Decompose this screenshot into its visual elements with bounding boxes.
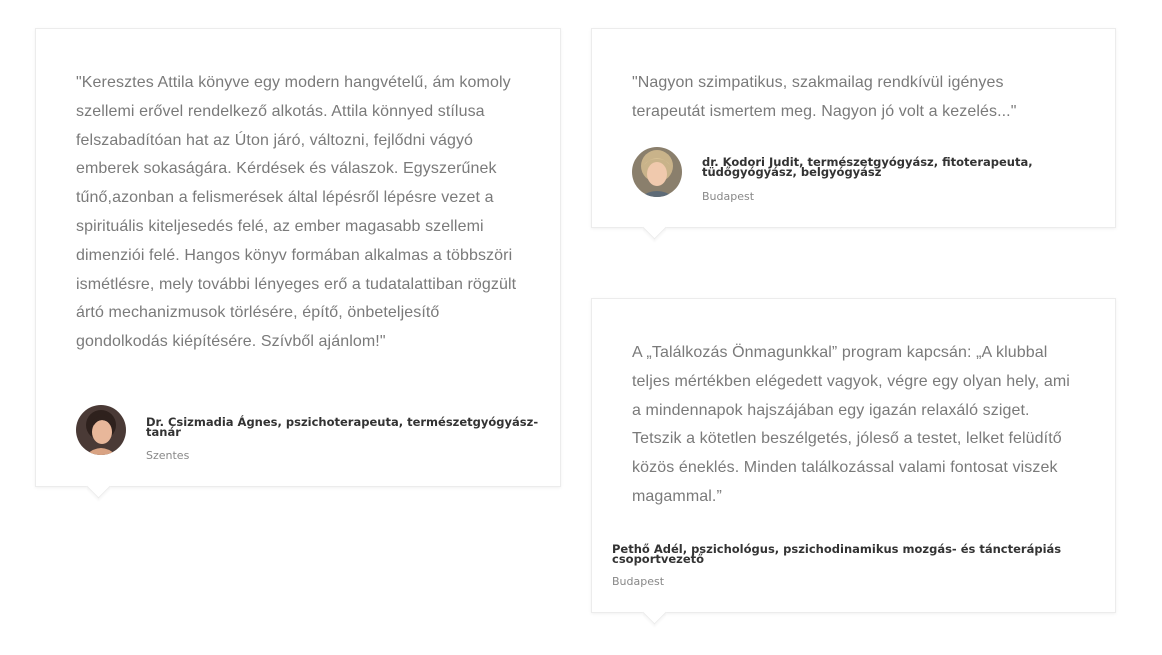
avatar	[632, 147, 682, 197]
author-name: Pethő Adél, pszichológus, pszichodinamikus mozgás- és táncterápiás csoportvezető	[612, 542, 1062, 566]
testimonial-card-2	[591, 28, 1116, 228]
avatar	[76, 405, 126, 455]
testimonial-quote: "Nagyon szimpatikus, szakmailag rendkívül igényes terapeutát ismertem meg. Nagyon jó volt a kezelés..."	[632, 74, 1017, 120]
testimonial-quote: A „Találkozás Önmagunkkal” program kapcsán: „A klubbal teljes mértékben elégedett vagyok, végre egy olyan hely, ami a mindennapok hajszájában egy igazán relaxáló sziget. Tetszik a kötetlen beszélgetés, jóleső a testet, lelket felüdítő közös éneklés. Minden találkozással valami fontosat viszek magammal.”	[632, 344, 1070, 505]
testimonial-card-1	[35, 28, 561, 487]
author-city: Budapest	[612, 575, 665, 588]
testimonial-card-3	[591, 298, 1116, 613]
author-city: Szentes	[146, 449, 190, 462]
testimonial-quote: "Keresztes Attila könyve egy modern hangvételű, ám komoly szellemi erővel rendelkező alkotás. Attila könnyed stílusa felszabadítóan hat az Úton járó, változni, fejlődni vágyó emberek sokaságára. Kérdések és válaszok. Egyszerűnek tűnő,azonban a felismerések által lépésről lépésre vezet a spirituális kiteljesedés felé, az ember magasabb szellemi dimenziói felé. Hangos könyv formában alkalmas a többszöri ismétlésre, mely további lényeges erő a tudatalattiban rögzült ártó mechanizmusok törlésére, építő, önbeteljesítő gondolkodás kiépítésére. Szívből ajánlom!"	[76, 74, 517, 351]
author-name: dr. Kodori Judit, természetgyógyász, fitoterapeuta, tüdőgyógyász, belgyógyász	[702, 155, 1033, 179]
card-pointer	[642, 215, 666, 239]
card-pointer	[86, 474, 110, 498]
card-pointer	[642, 600, 666, 624]
author-name: Dr. Csizmadia Ágnes, pszichoterapeuta, természetgyógyász-tanár	[146, 415, 539, 439]
author-city: Budapest	[702, 190, 755, 203]
